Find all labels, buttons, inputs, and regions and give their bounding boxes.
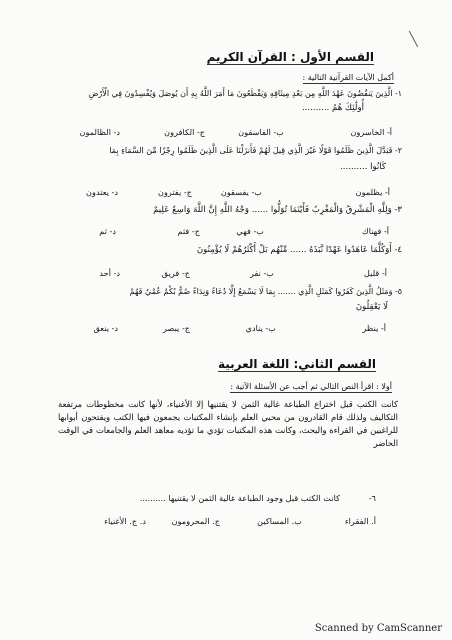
- q4-options: [0, 268, 452, 280]
- q3-line1: ٣- وَلِلَّهِ الْمَشْرِقُ وَالْمَغْرِبُ فَأَيْنَمَا تُوَلُّوا ...... وَجْهُ اللَّهِ إِنَّ اللَّهَ وَاسِعٌ عَلِيمٌ: [153, 205, 402, 215]
- q5-options: [0, 323, 452, 335]
- q5-option-b[interactable]: ب- ينادي: [245, 323, 276, 333]
- q2-option-a[interactable]: أ- يظلمون: [355, 187, 390, 197]
- q2-option-b[interactable]: ب- يفسقون: [220, 187, 262, 197]
- q2-option-c[interactable]: ج- يفترون: [157, 187, 192, 197]
- q1-line2: أُولَٰئِكَ هُمُ ..........: [301, 103, 364, 113]
- q3-option-b[interactable]: ب- فهي: [236, 226, 264, 236]
- q6-options: [0, 516, 452, 528]
- scanner-watermark: Scanned by CamScanner: [314, 623, 442, 634]
- q6-number: ٦-: [368, 493, 376, 503]
- q1-option-a[interactable]: أ- الخاسرون: [350, 127, 392, 137]
- q5-option-a[interactable]: أ- ينظر: [362, 323, 386, 333]
- q2-options: [0, 187, 452, 199]
- q6-option-b[interactable]: ب. المساكين: [257, 516, 302, 526]
- section2-title: القسم الثاني: اللغة العربية: [218, 357, 376, 371]
- q1-option-d[interactable]: د- الظالمون: [79, 127, 120, 137]
- q3-options: [0, 226, 452, 238]
- q1-line1: ١- الَّذِينَ يَنقُضُونَ عَهْدَ اللَّهِ مِن بَعْدِ مِيثَاقِهِ وَيَقْطَعُونَ مَا أَمَرَ اللَّهُ بِهِ أَن يُوصَلَ وَيُفْسِدُونَ فِي الْأَرْضِ: [88, 89, 402, 98]
- section2-instruction: أولا : اقرأ النص التالي ثم أجب عن الأسئلة الآتية :: [230, 382, 392, 391]
- q1-option-c[interactable]: ج- الكافرون: [164, 127, 205, 137]
- q6-option-c[interactable]: ج. المحرومون: [171, 516, 220, 526]
- reading-passage: كانت الكتب قبل اختراع الطباعة غالية الثمن لا يقتنيها إلا الأغنياء، لأنها كانت مخطوطات مرتفعة التكاليف ولذلك قام القادرون من محبي العلم بإنشاء المكتبات يجمعون فيها الكتب ويفتحون أبوابها للراغبين في القراءة والبحث، وكانت هذه المكتبات تؤدي ما تؤديه معاهد العلم والجامعات في الوقت الحاضر: [58, 399, 398, 448]
- q2-line2: كَانُوا ..........: [340, 162, 386, 172]
- q4-option-c[interactable]: ج- فريق: [161, 268, 190, 278]
- q4-option-b[interactable]: ب- نفر: [249, 268, 274, 278]
- q6-option-d[interactable]: د. ج. الأغنياء: [104, 516, 146, 526]
- q2-option-d[interactable]: د- يعتدون: [86, 187, 118, 197]
- q6-text: كانت الكتب قبل وجود الطباعة غالية الثمن لا يقتنيها ..........: [139, 493, 340, 503]
- q4-line1: ٤- أَوَكُلَّمَا عَاهَدُوا عَهْدًا نَّبَذَهُ ...... مِّنْهُم بَلْ أَكْثَرُهُمْ لَا يُؤْمِنُونَ: [196, 245, 402, 255]
- q6-option-a[interactable]: أ. الفقراء: [344, 516, 376, 526]
- pen-mark: [409, 31, 418, 47]
- q5-option-d[interactable]: د- ينعق: [93, 323, 118, 333]
- section1-instruction: أكمل الآيات القرآنية التالية :: [302, 73, 394, 82]
- q3-option-a[interactable]: أ- فهناك: [361, 226, 389, 236]
- q1-option-b[interactable]: ب- الفاسقون: [238, 127, 284, 137]
- q5-line2: لَا يَعْقِلُونَ: [355, 302, 388, 312]
- section1-title: القسم الأول : القرآن الكريم: [206, 50, 374, 64]
- q5-option-c[interactable]: ج- يبصر: [162, 323, 190, 333]
- q1-options: [0, 127, 452, 139]
- q6-row: [0, 493, 452, 505]
- q2-line1: ٢- فَبَدَّلَ الَّذِينَ ظَلَمُوا قَوْلًا غَيْرَ الَّذِي قِيلَ لَهُمْ فَأَنزَلْنَا عَلَى الَّذِينَ ظَلَمُوا رِجْزًا مِّنَ السَّمَاءِ بِمَا: [109, 146, 402, 155]
- q4-option-d[interactable]: د- أحد: [99, 268, 120, 278]
- q5-line1: ٥- وَمَثَلُ الَّذِينَ كَفَرُوا كَمَثَلِ الَّذِي ....... بِمَا لَا يَسْمَعُ إِلَّا دُعَاءً وَنِدَاءً صُمٌّ بُكْمٌ عُمْيٌ فَهُمْ: [129, 287, 402, 296]
- q3-option-c[interactable]: ج- فثم: [177, 226, 200, 236]
- q4-option-a[interactable]: أ- قليل: [364, 268, 387, 278]
- q3-option-d[interactable]: د- ثم: [99, 226, 116, 236]
